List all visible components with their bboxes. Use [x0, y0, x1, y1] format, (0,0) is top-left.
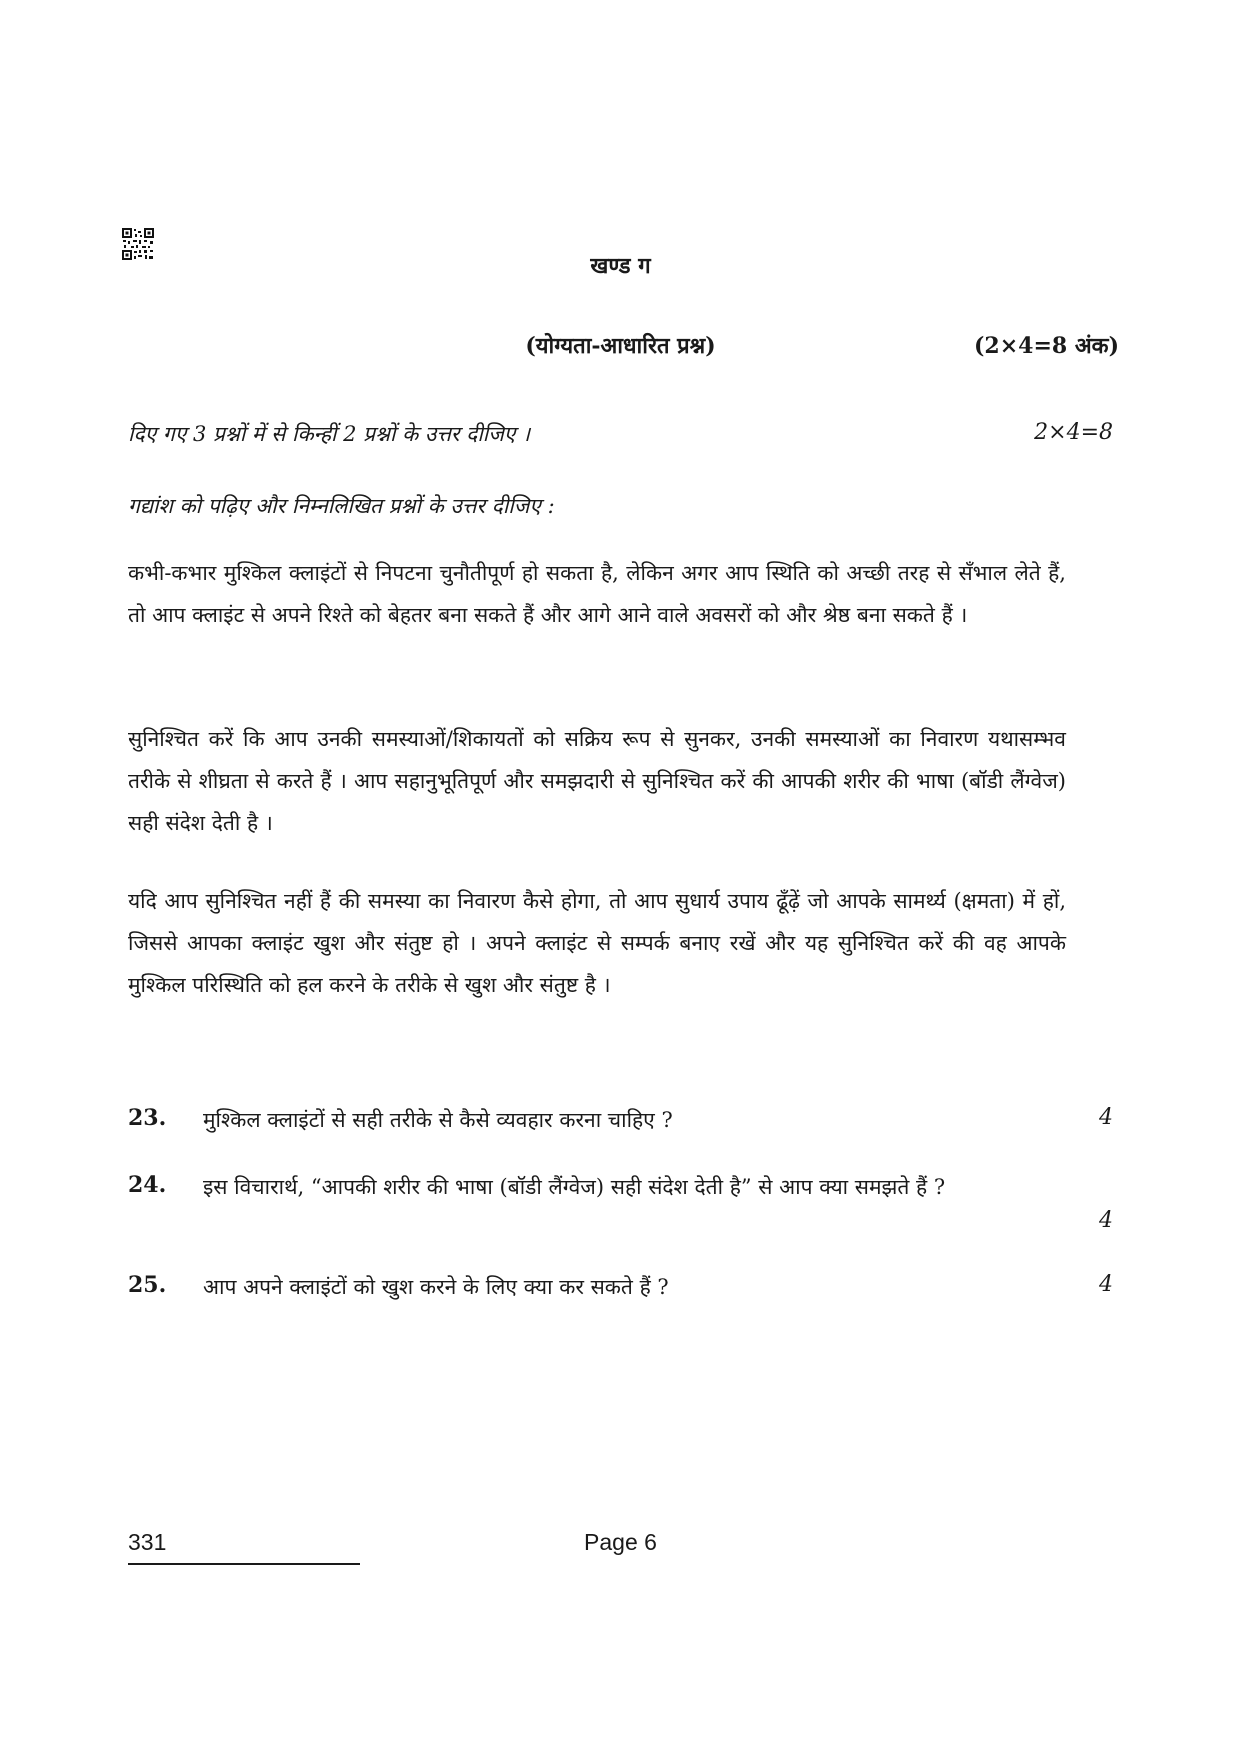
question-item: [128, 1105, 1113, 1145]
section-title: खण्ड ग: [590, 253, 651, 279]
question-text: मुश्किल क्लाइंटों से सही तरीके से कैसे व्यवहार करना चाहिए ?: [203, 1108, 673, 1132]
page-number: Page 6: [584, 1529, 657, 1555]
section-subtitle: (योग्यता-आधारित प्रश्न): [525, 333, 716, 359]
question-marks: 4: [1099, 1105, 1113, 1130]
section-marks: (2×4=8 अंक): [974, 333, 1119, 359]
instruction-choose-questions: दिए गए 3 प्रश्नों में से किन्हीं 2 प्रश्नों के उत्तर दीजिए ।: [128, 422, 531, 446]
passage-paragraph: सुनिश्चित करें कि आप उनकी समस्याओं/शिकायतों को सक्रिय रूप से सुनकर, उनकी समस्याओं का निवारण यथासम्भव तरीके से शीघ्रता से करते हैं । आप सहानुभूतिपूर्ण और समझदारी से सुनिश्चित करें की आपकी शरीर की भाषा (बॉडी लैंग्वेज) सही संदेश देती है ।: [128, 727, 1066, 835]
question-marks: 4: [1099, 1208, 1113, 1233]
question-number: 23.: [128, 1105, 167, 1131]
instruction-read-passage: गद्यांश को पढ़िए और निम्नलिखित प्रश्नों के उत्तर दीजिए :: [128, 494, 555, 518]
question-text: आप अपने क्लाइंटों को खुश करने के लिए क्या कर सकते हैं ?: [203, 1275, 669, 1299]
passage-paragraph: कभी-कभार मुश्किल क्लाइंटों से निपटना चुनौतीपूर्ण हो सकता है, लेकिन अगर आप स्थिति को अच्छी तरह से सँभाल लेते हैं, तो आप क्लाइंट से अपने रिश्ते को बेहतर बना सकते हैं और आगे आने वाले अवसरों को और श्रेष्ठ बना सकते हैं ।: [128, 561, 1066, 627]
question-number: 24.: [128, 1172, 167, 1198]
paper-code: 331: [128, 1529, 167, 1555]
question-item: [128, 1272, 1113, 1312]
instruction-marks: 2×4=8: [1034, 420, 1113, 445]
question-item: [128, 1172, 1113, 1242]
footer-divider: [128, 1563, 360, 1565]
question-number: 25.: [128, 1272, 167, 1298]
passage-paragraph: यदि आप सुनिश्चित नहीं हैं की समस्या का निवारण कैसे होगा, तो आप सुधार्य उपाय ढूँढ़ें जो आपके सामर्थ्य (क्षमता) में हों, जिससे आपका क्लाइंट खुश और संतुष्ट हो । अपने क्लाइंट से सम्पर्क बनाए रखें और यह सुनिश्चित करें की वह आपके मुश्किल परिस्थिति को हल करने के तरीके से खुश और संतुष्ट है ।: [128, 889, 1066, 997]
question-marks: 4: [1099, 1272, 1113, 1297]
question-text: इस विचारार्थ, “आपकी शरीर की भाषा (बॉडी लैंग्वेज) सही संदेश देती है” से आप क्या समझते हैं ?: [203, 1175, 946, 1199]
